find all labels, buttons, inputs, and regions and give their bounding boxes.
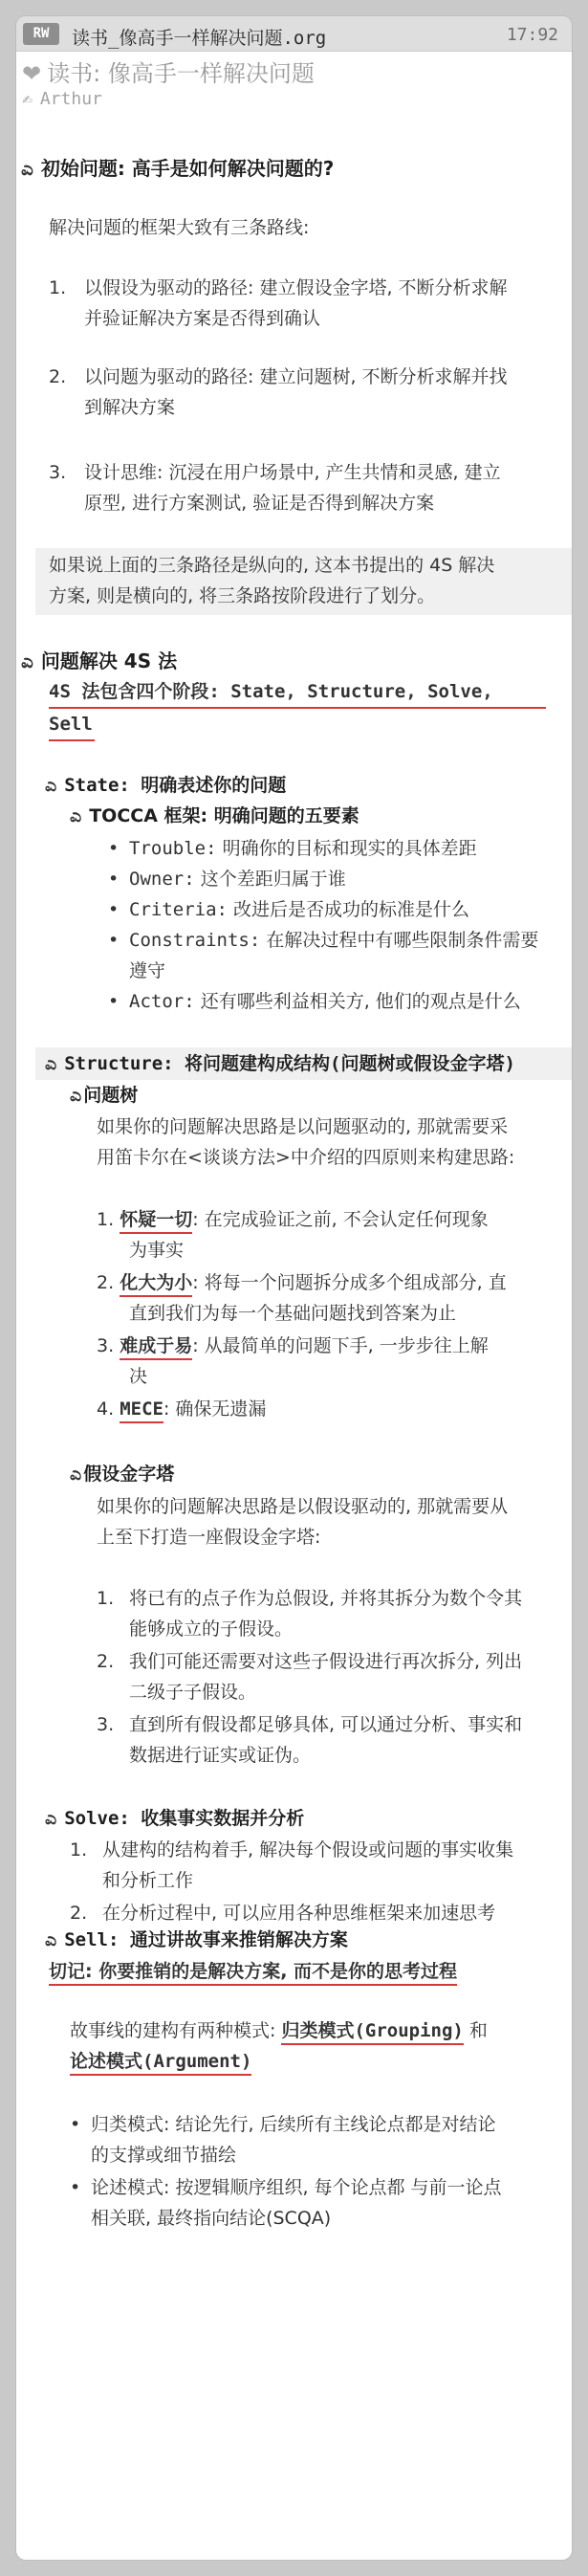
list-item: 2. <box>49 366 67 387</box>
paragraph: 如果你的问题解决思路是以问题驱动的, 那就需要采 <box>97 1116 509 1137</box>
section-heading-4s[interactable]: ಎ 问题解决 4S 法 <box>21 650 178 672</box>
list-item-text: 设计思维: 沉浸在用户场景中, 产生共情和灵感, 建立 <box>84 462 501 483</box>
list-item-text: 数据进行证实或证伪。 <box>129 1745 312 1766</box>
paragraph: 故事线的建构有两种模式: 归类模式(Grouping) 和 <box>70 2017 488 2044</box>
subsection-bird-icon: ಎ <box>45 1053 57 1074</box>
bullet-item: • Constraints: 在解决过程中有哪些限制条件需要 <box>108 930 539 951</box>
emphasis-line: Sell <box>49 714 93 735</box>
list-item-text: 和分析工作 <box>102 1870 194 1891</box>
bullet-item: • 论述模式: 按逻辑顺序组织, 每个论点都 与前一论点 <box>70 2177 502 2198</box>
file-name[interactable]: 读书_像高手一样解决问题.org <box>72 28 327 49</box>
list-item: 3. <box>49 462 67 483</box>
list-item: 2. 化大为小: 将每一个问题拆分成多个组成部分, 直 <box>97 1269 507 1296</box>
list-item: 4. MECE: 确保无遗漏 <box>97 1396 266 1422</box>
section-bird-icon: ಎ <box>21 650 33 672</box>
subsection-heading-state[interactable]: ಎ State: 明确表述你的问题 <box>45 772 286 799</box>
list-item: 3. <box>97 1714 115 1735</box>
paragraph: 如果你的问题解决思路是以假设驱动的, 那就需要从 <box>97 1496 509 1517</box>
list-item: 3. 难成于易: 从最简单的问题下手, 一步步往上解 <box>97 1332 489 1359</box>
list-item: 1. 怀疑一切: 在完成验证之前, 不会认定任何现象 <box>97 1206 489 1233</box>
warning-line: 切记: 你要推销的是解决方案, 而不是你的思考过程 <box>49 1958 457 1985</box>
paragraph: 用笛卡尔在<谈谈方法>中介绍的四原则来构建思路: <box>97 1147 515 1168</box>
section-bird-icon: ಎ <box>21 157 33 180</box>
bullet-item: • Criteria: 改进后是否成功的标准是什么 <box>108 899 470 920</box>
list-item-text: 我们可能还需要对这些子假设进行再次拆分, 列出 <box>129 1651 523 1672</box>
emphasis-line: 4S 法包含四个阶段: State, Structure, Solve, <box>49 681 493 702</box>
subsubsection-heading-pyramid[interactable]: ಎ 假设金字塔 <box>70 1461 174 1487</box>
list-item-text: 以问题为驱动的路径: 建立问题树, 不断分析求解并找 <box>84 366 508 387</box>
list-item-text: 在分析过程中, 可以应用各种思维框架来加速思考 <box>102 1903 496 1924</box>
list-item: 1. <box>97 1588 115 1609</box>
list-item-text: 到解决方案 <box>84 397 176 418</box>
list-item: 1. <box>49 277 67 298</box>
subsection-bird-icon: ಎ <box>70 805 82 826</box>
underline <box>49 707 546 709</box>
paragraph: 如果说上面的三条路径是纵向的, 这本书提出的 4S 解决 <box>49 555 495 576</box>
underline <box>49 739 95 741</box>
subsection-bird-icon: ಎ <box>70 1085 82 1106</box>
subsubsection-heading-tree[interactable]: ಎ 问题树 <box>70 1082 138 1109</box>
subsection-heading-sell[interactable]: ಎ Sell: 通过讲故事来推销解决方案 <box>45 1926 348 1953</box>
list-item-text: 并验证解决方案是否得到确认 <box>84 308 321 329</box>
list-item: 1. <box>70 1839 88 1860</box>
document-title: ❤ 读书: 像高手一样解决问题 <box>22 60 315 87</box>
subsection-heading-solve[interactable]: ಎ Solve: 收集事实数据并分析 <box>45 1805 304 1832</box>
bullet-item: • Actor: 还有哪些利益相关方, 他们的观点是什么 <box>108 991 521 1012</box>
reader-window <box>16 16 572 2560</box>
list-item-text: 原型, 进行方案测试, 验证是否得到解决方案 <box>84 493 435 514</box>
subsection-heading-structure[interactable]: ಎ Structure: 将问题建构成结构(问题树或假设金字塔) <box>45 1050 515 1077</box>
app-badge: RW <box>23 23 59 45</box>
list-item-cont: 直到我们为每一个基础问题找到答案为止 <box>129 1303 457 1324</box>
list-item-text: 以假设为驱动的路径: 建立假设金字塔, 不断分析求解 <box>84 277 508 298</box>
subsection-bird-icon: ಎ <box>45 775 57 796</box>
document-author: ✍ Arthur <box>22 89 102 109</box>
list-item-text: 二级子子假设。 <box>129 1682 257 1703</box>
bullet-item: • Trouble: 明确你的目标和现实的具体差距 <box>108 838 477 859</box>
subsection-bird-icon: ಎ <box>45 1808 57 1829</box>
bullet-item-cont: 相关联, 最终指向结论(SCQA) <box>91 2208 332 2229</box>
bullet-item-cont: 遵守 <box>129 960 166 981</box>
paragraph: 上至下打造一座假设金字塔: <box>97 1527 321 1548</box>
bullet-item-cont: 的支撑或细节描绘 <box>91 2145 237 2166</box>
list-item-text: 能够成立的子假设。 <box>129 1618 294 1640</box>
heart-icon: ❤ <box>22 60 42 87</box>
subsection-bird-icon: ಎ <box>70 1464 82 1485</box>
section-heading-initial-question[interactable]: ಎ 初始问题: 高手是如何解决问题的? <box>21 157 335 180</box>
pen-icon: ✍ <box>22 89 33 109</box>
subsection-bird-icon: ಎ <box>45 1929 57 1950</box>
list-item-cont: 为事实 <box>129 1240 185 1261</box>
subsubsection-heading-tocca[interactable]: ಎ TOCCA 框架: 明确问题的五要素 <box>70 803 359 829</box>
list-item-cont: 决 <box>129 1366 148 1387</box>
paragraph: 解决问题的框架大致有三条路线: <box>49 217 310 238</box>
list-item-text: 从建构的结构着手, 解决每个假设或问题的事实收集 <box>102 1839 514 1860</box>
bullet-item: • Owner: 这个差距归属于谁 <box>108 869 346 890</box>
clock: 17:92 <box>506 25 558 45</box>
paragraph: 论述模式(Argument) <box>70 2048 251 2075</box>
title-bar <box>16 16 572 52</box>
list-item: 2. <box>97 1651 115 1672</box>
list-item: 2. <box>70 1903 88 1924</box>
list-item-text: 直到所有假设都足够具体, 可以通过分析、事实和 <box>129 1714 523 1735</box>
list-item-text: 将已有的点子作为总假设, 并将其拆分为数个令其 <box>129 1588 523 1609</box>
paragraph: 方案, 则是横向的, 将三条路按阶段进行了划分。 <box>49 585 436 606</box>
bullet-item: • 归类模式: 结论先行, 后续所有主线论点都是对结论 <box>70 2114 496 2135</box>
